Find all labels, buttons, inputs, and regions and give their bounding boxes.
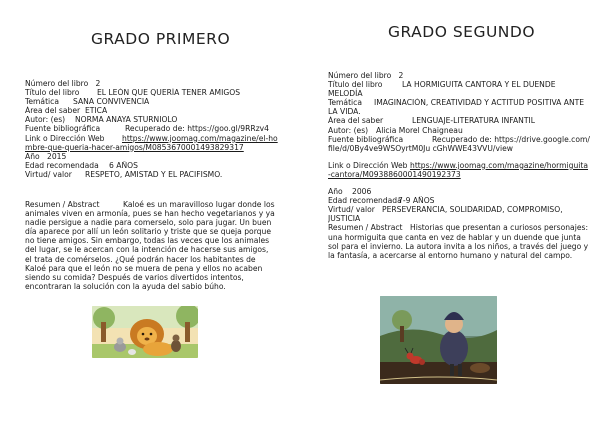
- left-titulo-row: [25, 88, 280, 97]
- left-fuente-row: [25, 124, 280, 133]
- right-title: GRADO SEGUNDO: [388, 23, 536, 41]
- left-titulo-value: EL LEÓN QUE QUERÍA TENER AMIGOS: [97, 88, 241, 98]
- right-resumen-label: Resumen / Abstract: [328, 223, 403, 233]
- right-virtud-value: PERSEVERANCIA, SOLIDARIDAD, COMPROMISO, JUSTICIA: [328, 205, 563, 224]
- right-anio-value: 2006: [352, 187, 372, 197]
- left-link-value[interactable]: https://www.joomag.com/magazine/el-hombre-que-queria-hacer-amigos/M0853670001493829317: [25, 133, 278, 152]
- lion-scene-image: [92, 306, 198, 358]
- left-numero-label: Número del libro: [25, 79, 89, 88]
- right-virtud-row: [328, 205, 590, 223]
- left-tematica-label: Temática: [25, 97, 59, 107]
- right-edad-value: 7-9 AÑOS: [398, 196, 435, 206]
- right-metadata: [328, 71, 590, 260]
- left-autor-label: Autor: (es): [25, 115, 66, 125]
- left-area-value: ETICA: [85, 106, 108, 116]
- left-anio-row: [25, 152, 280, 161]
- right-numero-value: 2: [398, 71, 404, 80]
- left-anio-label: Año: [25, 151, 40, 161]
- left-tematica-value: SANA CONVIVENCIA: [73, 97, 150, 107]
- left-edad-row: [25, 161, 280, 170]
- right-area-label: Área del saber: [328, 116, 384, 126]
- right-link-label: Link o Dirección Web: [328, 160, 408, 170]
- right-anio-row: [328, 187, 590, 196]
- right-area-value: LENGUAJE-LITERATURA INFANTIL: [412, 116, 535, 126]
- left-titulo-label: Título del libro: [25, 88, 80, 98]
- right-edad-label: Edad recomendada: [328, 196, 402, 206]
- right-resumen-row: [328, 223, 590, 259]
- right-area-row: [328, 116, 590, 125]
- right-fuente-row: [328, 135, 590, 153]
- left-fuente-value: Recuperado de: https://goo.gl/9RRzv4: [125, 124, 270, 134]
- right-link-value[interactable]: https://www.joomag.com/magazine/hormiguita-cantora/M0938860001490192373: [328, 160, 589, 179]
- right-numero-row: [328, 71, 590, 80]
- left-title: GRADO PRIMERO: [91, 30, 231, 48]
- right-anio-label: Año: [328, 187, 343, 197]
- left-resumen: [25, 200, 277, 291]
- right-tematica-label: Temática: [328, 98, 362, 108]
- left-edad-value: 6 AÑOS: [109, 160, 138, 170]
- left-virtud-label: Virtud/ valor: [25, 169, 72, 179]
- right-spacer-2: [328, 179, 590, 187]
- right-virtud-label: Virtud/ valor: [328, 205, 375, 215]
- right-autor-label: Autor: (es): [328, 125, 369, 135]
- right-tematica-row: [328, 98, 590, 116]
- left-resumen-label: Resumen / Abstract: [25, 200, 100, 209]
- left-numero-value: 2: [95, 79, 101, 88]
- right-edad-row: [328, 196, 590, 205]
- lion-illustration: [92, 306, 198, 358]
- left-tematica-row: [25, 97, 280, 106]
- right-numero-label: Número del libro: [328, 71, 392, 80]
- right-spacer-1: [328, 153, 590, 161]
- left-link-label: Link o Dirección Web: [25, 133, 105, 143]
- left-anio-value: 2015: [47, 151, 67, 161]
- right-link-row: [328, 161, 590, 179]
- left-autor-row: [25, 115, 280, 124]
- right-titulo-value: LA HORMIGUITA CANTORA Y EL DUENDE MELODÍA: [328, 80, 556, 99]
- right-autor-row: [328, 126, 590, 135]
- right-fuente-label: Fuente bibliográfica: [328, 134, 404, 144]
- left-numero-row: [25, 79, 280, 88]
- right-resumen-value: Historias que presentan a curiosos personajes: una hormiguita que canta en vez de hablar y un duende que junta sol para el invierno. La autora invita a los niños, a través del juego y la fantasía, a acercarse al entorno humano y natural del campo.: [328, 223, 589, 260]
- left-area-label: Área del saber: [25, 106, 81, 116]
- right-titulo-row: [328, 80, 590, 98]
- right-tematica-value: IMAGINACIÓN, CREATIVIDAD Y ACTITUD POSITIVA ANTE LA VIDA.: [328, 98, 585, 117]
- left-virtud-row: [25, 170, 280, 179]
- left-fuente-label: Fuente bibliográfica: [25, 124, 101, 134]
- left-virtud-value: RESPETO, AMISTAD Y EL PACIFISMO.: [85, 169, 223, 179]
- left-edad-label: Edad recomendada: [25, 160, 99, 170]
- left-autor-value: NORMA ANAYA STURNIOLO: [75, 115, 178, 125]
- left-metadata: [25, 79, 280, 179]
- left-resumen-text: Kaloé es un maravilloso lugar donde los animales viven en armonía, pues se han hecho vegetarianos y ya nadie persigue a nadie para comerselo, solo para jugar. Un buen día aparece por allí un león solitario y triste que se queja porque no tiene amigos. Sin embargo, todas las veces que los animales del lugar, se le acercan con la intención de hacerse sus amigos, el trata de comérselos. ¿Qué podrán hacer los habitantes de Kaloé para que el león no se muera de pena y ellos no acaben siendo su comida? Después de varios divertidos intentos, encontraran la solución con la ayuda del sabio búho.: [25, 200, 275, 291]
- left-area-row: [25, 106, 280, 115]
- right-autor-value: Alicia Morel Chaigneau: [376, 125, 463, 135]
- ant-scene-image: [380, 296, 497, 384]
- right-titulo-label: Título del libro: [328, 80, 383, 90]
- ant-illustration: [380, 296, 497, 384]
- right-fuente-value: Recuperado de: https://drive.google.com/file/d/0By4ve9WSOyrtM0Ju cGhWWE43VVU/view: [328, 134, 590, 153]
- left-link-row: [25, 134, 280, 152]
